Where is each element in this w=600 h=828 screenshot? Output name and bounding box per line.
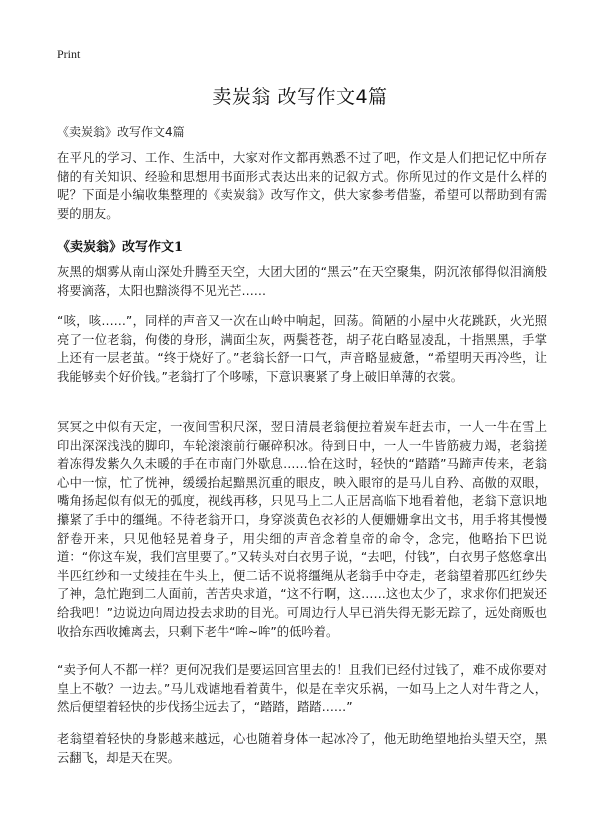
body-paragraph-1: 灰黑的烟雾从南山深处升腾至天空，大团大团的“黑云”在天空聚集，阴沉浓郁得似泪滴般将要滴落，太阳也黯淡得不见光芒……: [57, 265, 547, 298]
body-paragraph-3: 冥冥之中似有天定，一夜间雪积尺深，翌日清晨老翁便拉着炭车赶去市，一人一牛在雪上印出深深浅浅的脚印，车轮滚滚前行碾碎积冰。待到日中，一人一牛皆筋疲力竭，老翁搓着冻得发紫久久未暖的手在市南门外歇息……恰在这时，轻快的“踏踏”马蹄声传来，老翁心中一惊，忙了恍神，缓缓抬起黯黑沉重的眼皮，映入眼帘的是马儿自矜、高傲的双眼，嘴角扬起似有似无的弧度，视线再移，只见马上二人正居高临下地看着他，老翁下意识地攥紧了手中的缰绳。不待老翁开口，身穿淡黄色衣衫的人便姗姗拿出文书，用手将其慢慢舒卷开来，只见他轻晃着身子，用尖细的声音念着皇帝的命令，念完，他略抬下巴说道：“你这车炭，我们宫里要了。”又转头对白衣男子说，“去吧，付钱”，白衣男子悠悠拿出半匹红纱和一丈绫挂在牛头上，便二话不说将缰绳从老翁手中夺走，老翁望着那匹红纱失了神，急忙跑到二人面前，苦苦央求道，“这不行啊，这……这也太少了，求求你们把炭还给我吧！”边说边向周边投去求助的目光。可周边行人早已消失得无影无踪了，远处商贩也收拾东西收摊离去，只剩下老牛“哞~哞”的低吟着。: [57, 420, 547, 639]
intro-paragraph: 在平凡的学习、工作、生活中，大家对作文都再熟悉不过了吧，作文是人们把记忆中所存储的有关知识、经验和思想用书面形式表达出来的记叙方式。你所见过的作文是什么样的呢？下面是小编收集整理的《卖炭翁》改写作文，供大家参考借鉴，希望可以帮助到有需要的朋友。: [57, 151, 547, 221]
section-heading: 《卖炭翁》改写作文1: [57, 240, 184, 255]
page-title: 卖炭翁 改写作文4篇: [212, 86, 388, 108]
print-label[interactable]: Print: [57, 47, 81, 61]
body-paragraph-2: “咳，咳……”，同样的声音又一次在山岭中响起，回荡。简陋的小屋中火花跳跃，火光照亮了一位老翁，佝偻的身形，满面尘灰，两鬓苍苍，胡子花白略显凌乱，十指黑黑，手掌上还有一层老茧。“终于烧好了。”老翁长舒一口气，声音略显疲惫，“希望明天再冷些，让我能够卖个好价钱。”老翁打了个哆嗦，下意识裹紧了身上破旧单薄的衣裳。: [57, 314, 547, 384]
document-subtitle: 《卖炭翁》改写作文4篇: [57, 125, 185, 139]
body-paragraph-4: “卖予何人不都一样？更何况我们是要运回宫里去的！且我们已经付过钱了，难不成你要对皇上不敬？一边去。”马儿戏谑地看着黄牛，似是在幸灾乐祸，一如马上之人对牛背之人，然后便望着轻快的步伐扬尘远去了，“踏踏，踏踏……”: [57, 663, 547, 715]
body-paragraph-5: 老翁望着轻快的身影越来越远，心也随着身体一起冰冷了，他无助绝望地抬头望天空，黑云翻飞，却是天在哭。: [57, 732, 547, 765]
